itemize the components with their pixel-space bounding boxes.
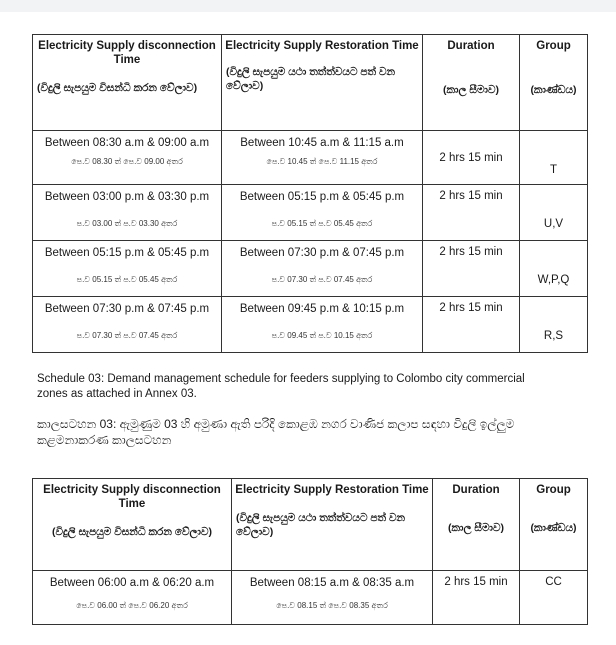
restoration-time-en: Between 07:30 p.m & 07:45 p.m xyxy=(239,247,405,259)
disconnection-time-si: ප.ව 07.30 ත් ප.ව 07.45 අතර xyxy=(76,331,178,340)
restoration-time-si: ප.ව 07.30 ත් ප.ව 07.45 අතර xyxy=(271,275,373,284)
header-restoration xyxy=(222,35,423,131)
disconnection-time-en: Between 03:00 p.m & 03:30 p.m xyxy=(44,191,210,203)
header-disconnection xyxy=(33,35,222,131)
group-value: T xyxy=(549,164,558,176)
group-value: CC xyxy=(545,576,562,588)
disconnection-time-en: Between 08:30 a.m & 09:00 a.m xyxy=(44,137,210,149)
disconnection-time-en: Between 05:15 p.m & 05:45 p.m xyxy=(44,247,210,259)
schedule-table-2 xyxy=(32,478,588,625)
table-row xyxy=(33,185,588,241)
restoration-time-si: පෙ.ව 08.15 ත් පෙ.ව 08.35 අතර xyxy=(276,601,388,610)
header-duration xyxy=(423,35,520,131)
header-restoration-si: (විදුලි සැපයුම යථා තත්ත්වයට පත් වන වේලාව) xyxy=(236,512,406,538)
header-duration-en: Duration xyxy=(452,484,500,496)
duration-value: 2 hrs 15 min xyxy=(444,576,508,588)
header-disconnection-si: (විදුලි සැපයුම විසන්ධි කරන වේලාව) xyxy=(51,526,213,538)
header-disconnection-en: Electricity Supply disconnection Time xyxy=(38,40,216,66)
top-strip xyxy=(0,0,616,12)
header-group xyxy=(520,479,588,571)
disconnection-time-si: පෙ.ව 06.00 ත් පෙ.ව 06.20 අතර xyxy=(76,601,188,610)
header-restoration-en: Electricity Supply Restoration Time xyxy=(235,484,429,496)
duration-value: 2 hrs 15 min xyxy=(439,151,503,164)
disconnection-time-si: ප.ව 03.00 ත් ප.ව 03.30 අතර xyxy=(76,219,178,228)
table-header-row xyxy=(33,35,588,131)
disconnection-time-en: Between 06:00 a.m & 06:20 a.m xyxy=(49,577,215,589)
table-row xyxy=(33,571,588,625)
header-restoration-en: Electricity Supply Restoration Time xyxy=(225,40,419,52)
restoration-time-si: ප.ව 09.45 ත් ප.ව 10.15 අතර xyxy=(271,331,373,340)
duration-value: 2 hrs 15 min xyxy=(439,246,503,258)
duration-value: 2 hrs 15 min xyxy=(439,190,503,202)
header-disconnection xyxy=(33,479,232,571)
table-row xyxy=(33,297,588,353)
header-duration-en: Duration xyxy=(447,40,495,52)
table-row xyxy=(33,131,588,185)
header-duration-si: (කාල සීමාව) xyxy=(442,84,499,96)
header-group xyxy=(520,35,588,131)
disconnection-time-en: Between 07:30 p.m & 07:45 p.m xyxy=(44,303,210,315)
restoration-time-en: Between 08:15 a.m & 08:35 a.m xyxy=(249,577,415,589)
schedule-table-1 xyxy=(32,34,588,353)
disconnection-time-si: පෙ.ව 08.30 ත් පෙ.ව 09.00 අතර xyxy=(71,157,183,166)
duration-value: 2 hrs 15 min xyxy=(439,302,503,314)
restoration-time-si: ප.ව 05.15 ත් ප.ව 05.45 අතර xyxy=(271,219,373,228)
header-disconnection-si: (විදුලි සැපයුම විසන්ධි කරන වේලාව) xyxy=(37,82,198,94)
restoration-time-en: Between 09:45 p.m & 10:15 p.m xyxy=(239,303,405,315)
header-duration xyxy=(433,479,520,571)
schedule-note-en: Schedule 03: Demand management schedule for feeders supplying to Colombo city commercial zones as attached in Annex 03. xyxy=(37,373,525,400)
header-group-si: (කාණ්ඩය) xyxy=(530,84,577,96)
group-value: W,P,Q xyxy=(537,274,570,286)
header-group-en: Group xyxy=(536,484,571,496)
header-group-en: Group xyxy=(536,40,571,52)
header-disconnection-en: Electricity Supply disconnection Time xyxy=(43,484,221,510)
disconnection-time-si: ප.ව 05.15 ත් ප.ව 05.45 අතර xyxy=(76,275,178,284)
header-restoration xyxy=(232,479,433,571)
header-group-si: (කාණ්ඩය) xyxy=(530,522,577,534)
table-header-row xyxy=(33,479,588,571)
group-value: U,V xyxy=(543,218,564,230)
group-value: R,S xyxy=(543,330,564,342)
header-duration-si: (කාල සීමාව) xyxy=(447,522,504,534)
table-row xyxy=(33,241,588,297)
schedule-note-si: කාලසටහන 03: ඇමුණුම 03 හි අමුණා ඇති පරිදි කොළඹ නගර වාණිජ කලාප සඳහා විදුලි ඉල්ලුම කළමනාකරණ කාලසටහන xyxy=(37,417,515,447)
restoration-time-en: Between 05:15 p.m & 05:45 p.m xyxy=(239,191,405,203)
restoration-time-si: පෙ.ව 10.45 ත් පෙ.ව 11.15 අතර xyxy=(266,157,378,166)
header-restoration-si: (විදුලි සැපයුම යථා තත්ත්වයට පත් වන වේලාව) xyxy=(226,66,396,92)
restoration-time-en: Between 10:45 a.m & 11:15 a.m xyxy=(240,137,404,149)
